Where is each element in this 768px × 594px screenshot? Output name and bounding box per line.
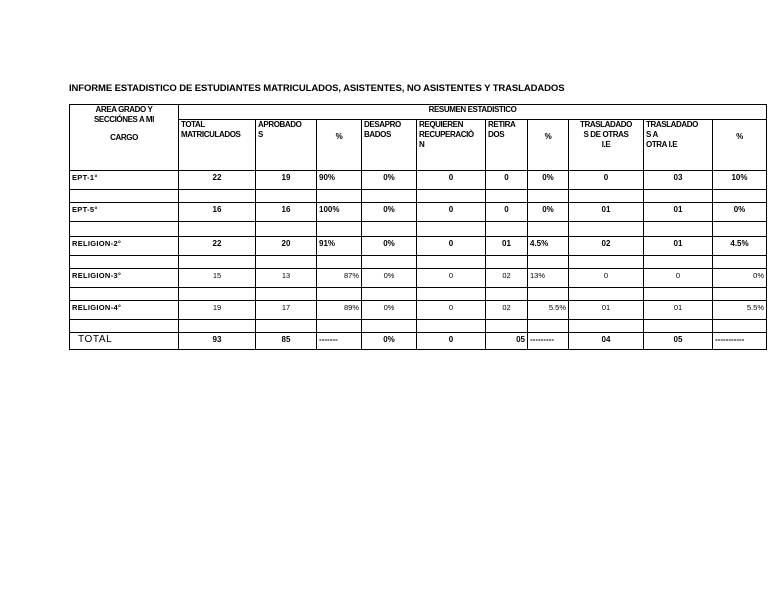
- cell-trasladados-a: 01: [644, 237, 713, 256]
- cell-desaprobados: 0%: [362, 269, 417, 288]
- col-header-percent-1: %: [317, 120, 362, 171]
- col-header-trasladados-de-otras: TRASLADADO S DE OTRAS I.E: [569, 120, 644, 171]
- col-header-aprobados: APROBADO S: [256, 120, 317, 171]
- total-label: TOTAL: [70, 333, 179, 350]
- cell-percent-2: 4.5%: [528, 237, 569, 256]
- cell-trasladados-a: 0: [644, 269, 713, 288]
- cell-trasladados-a: 01: [644, 203, 713, 222]
- table-row: [70, 237, 767, 256]
- cell-percent-2: 5.5%: [528, 301, 569, 320]
- cell-percent-3: 10%: [713, 171, 767, 190]
- cell-percent-3: 5.5%: [713, 301, 767, 320]
- summary-group-header: RESUMEN ESTADISTICO: [179, 105, 767, 120]
- area-header-line-2: SECCIÓNES A MI: [93, 115, 155, 124]
- col-header-requieren-recuperacion: REQUIEREN RECUPERACIÒ N: [417, 120, 486, 171]
- cell-recuperacion: 0: [417, 171, 486, 190]
- col-header-percent-3: %: [713, 120, 767, 171]
- col-header-percent-2: %: [528, 120, 569, 171]
- total-trasladados-a: 05: [644, 333, 713, 350]
- table-row: [70, 203, 767, 222]
- total-aprobados: 85: [256, 333, 317, 350]
- cell-total: 19: [179, 301, 256, 320]
- spacer-row: [70, 320, 767, 333]
- cell-desaprobados: 0%: [362, 301, 417, 320]
- spacer-row: [70, 288, 767, 301]
- cell-percent-3: 0%: [713, 269, 767, 288]
- report-title: INFORME ESTADISTICO DE ESTUDIANTES MATRICULADOS, ASISTENTES, NO ASISTENTES Y TRASLADADOS: [69, 83, 565, 94]
- cell-percent-3: 4.5%: [713, 237, 767, 256]
- cell-percent-1: 90%: [317, 171, 362, 190]
- spacer-row: [70, 222, 767, 237]
- total-percent-3: -----------: [713, 333, 767, 350]
- total-recuperacion: 0: [417, 333, 486, 350]
- cell-trasladados-de: 01: [569, 203, 644, 222]
- row-label: EPT-1°: [70, 171, 179, 190]
- cell-aprobados: 16: [256, 203, 317, 222]
- cell-percent-1: 91%: [317, 237, 362, 256]
- row-label: RELIGION-4°: [70, 301, 179, 320]
- area-header-line-1: AREA GRADO Y: [95, 105, 153, 114]
- total-matriculados: 93: [179, 333, 256, 350]
- area-header-line-3: CARGO: [110, 133, 138, 142]
- col-header-retirados: RETIRA DOS: [486, 120, 528, 171]
- cell-trasladados-a: 03: [644, 171, 713, 190]
- total-trasladados-de: 04: [569, 333, 644, 350]
- cell-percent-1: 100%: [317, 203, 362, 222]
- cell-desaprobados: 0%: [362, 203, 417, 222]
- cell-percent-3: 0%: [713, 203, 767, 222]
- cell-trasladados-de: 0: [569, 269, 644, 288]
- cell-desaprobados: 0%: [362, 171, 417, 190]
- total-desaprobados: 0%: [362, 333, 417, 350]
- cell-retirados: 0: [486, 171, 528, 190]
- table-row: [70, 301, 767, 320]
- cell-trasladados-de: 02: [569, 237, 644, 256]
- cell-desaprobados: 0%: [362, 237, 417, 256]
- total-percent-2: ---------: [528, 333, 569, 350]
- total-percent-1: -------: [317, 333, 362, 350]
- cell-retirados: 02: [486, 269, 528, 288]
- total-row: [70, 333, 767, 350]
- table-row: [70, 171, 767, 190]
- cell-recuperacion: 0: [417, 269, 486, 288]
- total-retirados: 05: [486, 333, 528, 350]
- cell-recuperacion: 0: [417, 301, 486, 320]
- row-label: RELIGION-2°: [70, 237, 179, 256]
- area-header-cell: [70, 105, 179, 171]
- cell-trasladados-de: 01: [569, 301, 644, 320]
- cell-percent-1: 87%: [317, 269, 362, 288]
- cell-percent-2: 0%: [528, 203, 569, 222]
- cell-aprobados: 13: [256, 269, 317, 288]
- cell-total: 22: [179, 171, 256, 190]
- cell-retirados: 02: [486, 301, 528, 320]
- cell-percent-1: 89%: [317, 301, 362, 320]
- col-header-trasladados-a-otra: TRASLADADO S A OTRA I.E: [644, 120, 713, 171]
- statistics-table: [69, 104, 767, 350]
- cell-recuperacion: 0: [417, 237, 486, 256]
- cell-retirados: 01: [486, 237, 528, 256]
- row-label: EPT-5°: [70, 203, 179, 222]
- cell-trasladados-de: 0: [569, 171, 644, 190]
- cell-total: 16: [179, 203, 256, 222]
- cell-retirados: 0: [486, 203, 528, 222]
- header-row-group: [70, 105, 767, 120]
- table-row: [70, 269, 767, 288]
- cell-recuperacion: 0: [417, 203, 486, 222]
- spacer-row: [70, 190, 767, 203]
- cell-aprobados: 19: [256, 171, 317, 190]
- cell-aprobados: 17: [256, 301, 317, 320]
- cell-percent-2: 0%: [528, 171, 569, 190]
- cell-total: 15: [179, 269, 256, 288]
- spacer-row: [70, 256, 767, 269]
- cell-aprobados: 20: [256, 237, 317, 256]
- cell-trasladados-a: 01: [644, 301, 713, 320]
- row-label: RELIGION-3°: [70, 269, 179, 288]
- col-header-desaprobados: DESAPRO BADOS: [362, 120, 417, 171]
- cell-total: 22: [179, 237, 256, 256]
- col-header-total-matriculados: TOTAL MATRICULADOS: [179, 120, 256, 171]
- cell-percent-2: 13%: [528, 269, 569, 288]
